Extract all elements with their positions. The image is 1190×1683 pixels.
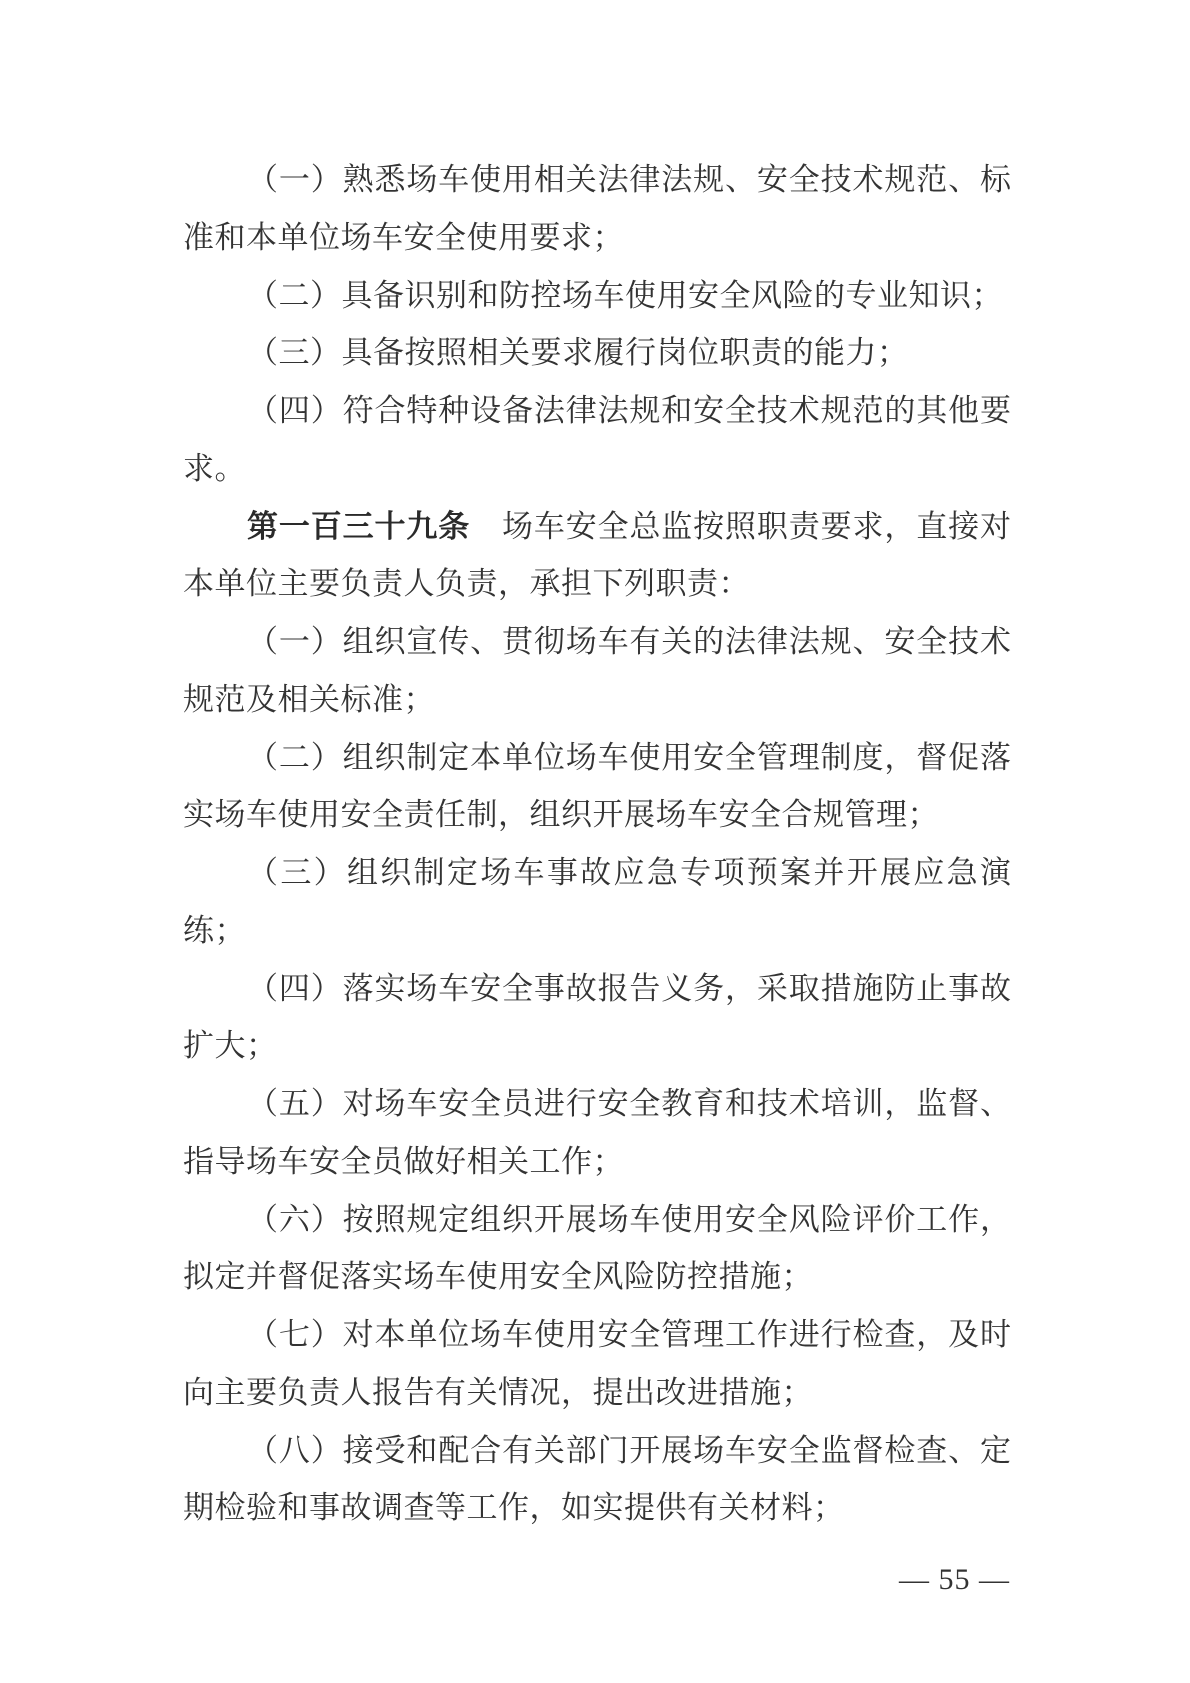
text-line: 本单位主要负责人负责，承担下列职责：	[183, 566, 750, 602]
text-line: （四）符合特种设备法律法规和安全技术规范的其他要	[247, 393, 1011, 428]
text-line: 练；	[183, 912, 246, 948]
page-number: — 55 —	[899, 1563, 1010, 1596]
text-line	[183, 498, 1011, 556]
text-line: 期检验和事故调查等工作，如实提供有关材料；	[183, 1490, 845, 1526]
document-body	[183, 151, 1011, 1537]
text-line: 准和本单位场车安全使用要求；	[183, 219, 624, 255]
text-line: 指导场车安全员做好相关工作；	[183, 1143, 624, 1179]
text-line: （一）组织宣传、贯彻场车有关的法律法规、安全技术	[247, 624, 1011, 659]
text-line: （二）组织制定本单位场车使用安全管理制度，督促落	[247, 739, 1011, 775]
text-line: 求。	[183, 450, 246, 486]
text-line: （八）接受和配合有关部门开展场车安全监督检查、定	[247, 1432, 1011, 1468]
text-line: （六）按照规定组织开展场车使用安全风险评价工作，	[247, 1201, 1011, 1237]
text-line: （三）组织制定场车事故应急专项预案并开展应急演	[247, 855, 1011, 890]
text-line: 实场车使用安全责任制，组织开展场车安全合规管理；	[183, 797, 939, 833]
text-line: 规范及相关标准；	[183, 681, 435, 717]
text-line: 拟定并督促落实场车使用安全风险防控措施；	[183, 1259, 813, 1295]
article-number: 第一百三十九条	[247, 508, 471, 544]
text-line: （五）对场车安全员进行安全教育和技术培训，监督、	[247, 1086, 1011, 1121]
text-line: 向主要负责人报告有关情况，提出改进措施；	[183, 1374, 813, 1410]
text-line: （四）落实场车安全事故报告义务，采取措施防止事故	[247, 970, 1011, 1006]
text-line: 扩大；	[183, 1028, 278, 1064]
text-line: （七）对本单位场车使用安全管理工作进行检查，及时	[247, 1317, 1011, 1352]
text-line: （二）具备识别和防控场车使用安全风险的专业知识；	[247, 277, 1003, 313]
article-text: 场车安全总监按照职责要求，直接对	[470, 508, 1012, 544]
text-line: （一）熟悉场车使用相关法律法规、安全技术规范、标	[247, 162, 1011, 197]
text-line: （三）具备按照相关要求履行岗位职责的能力；	[247, 335, 909, 371]
